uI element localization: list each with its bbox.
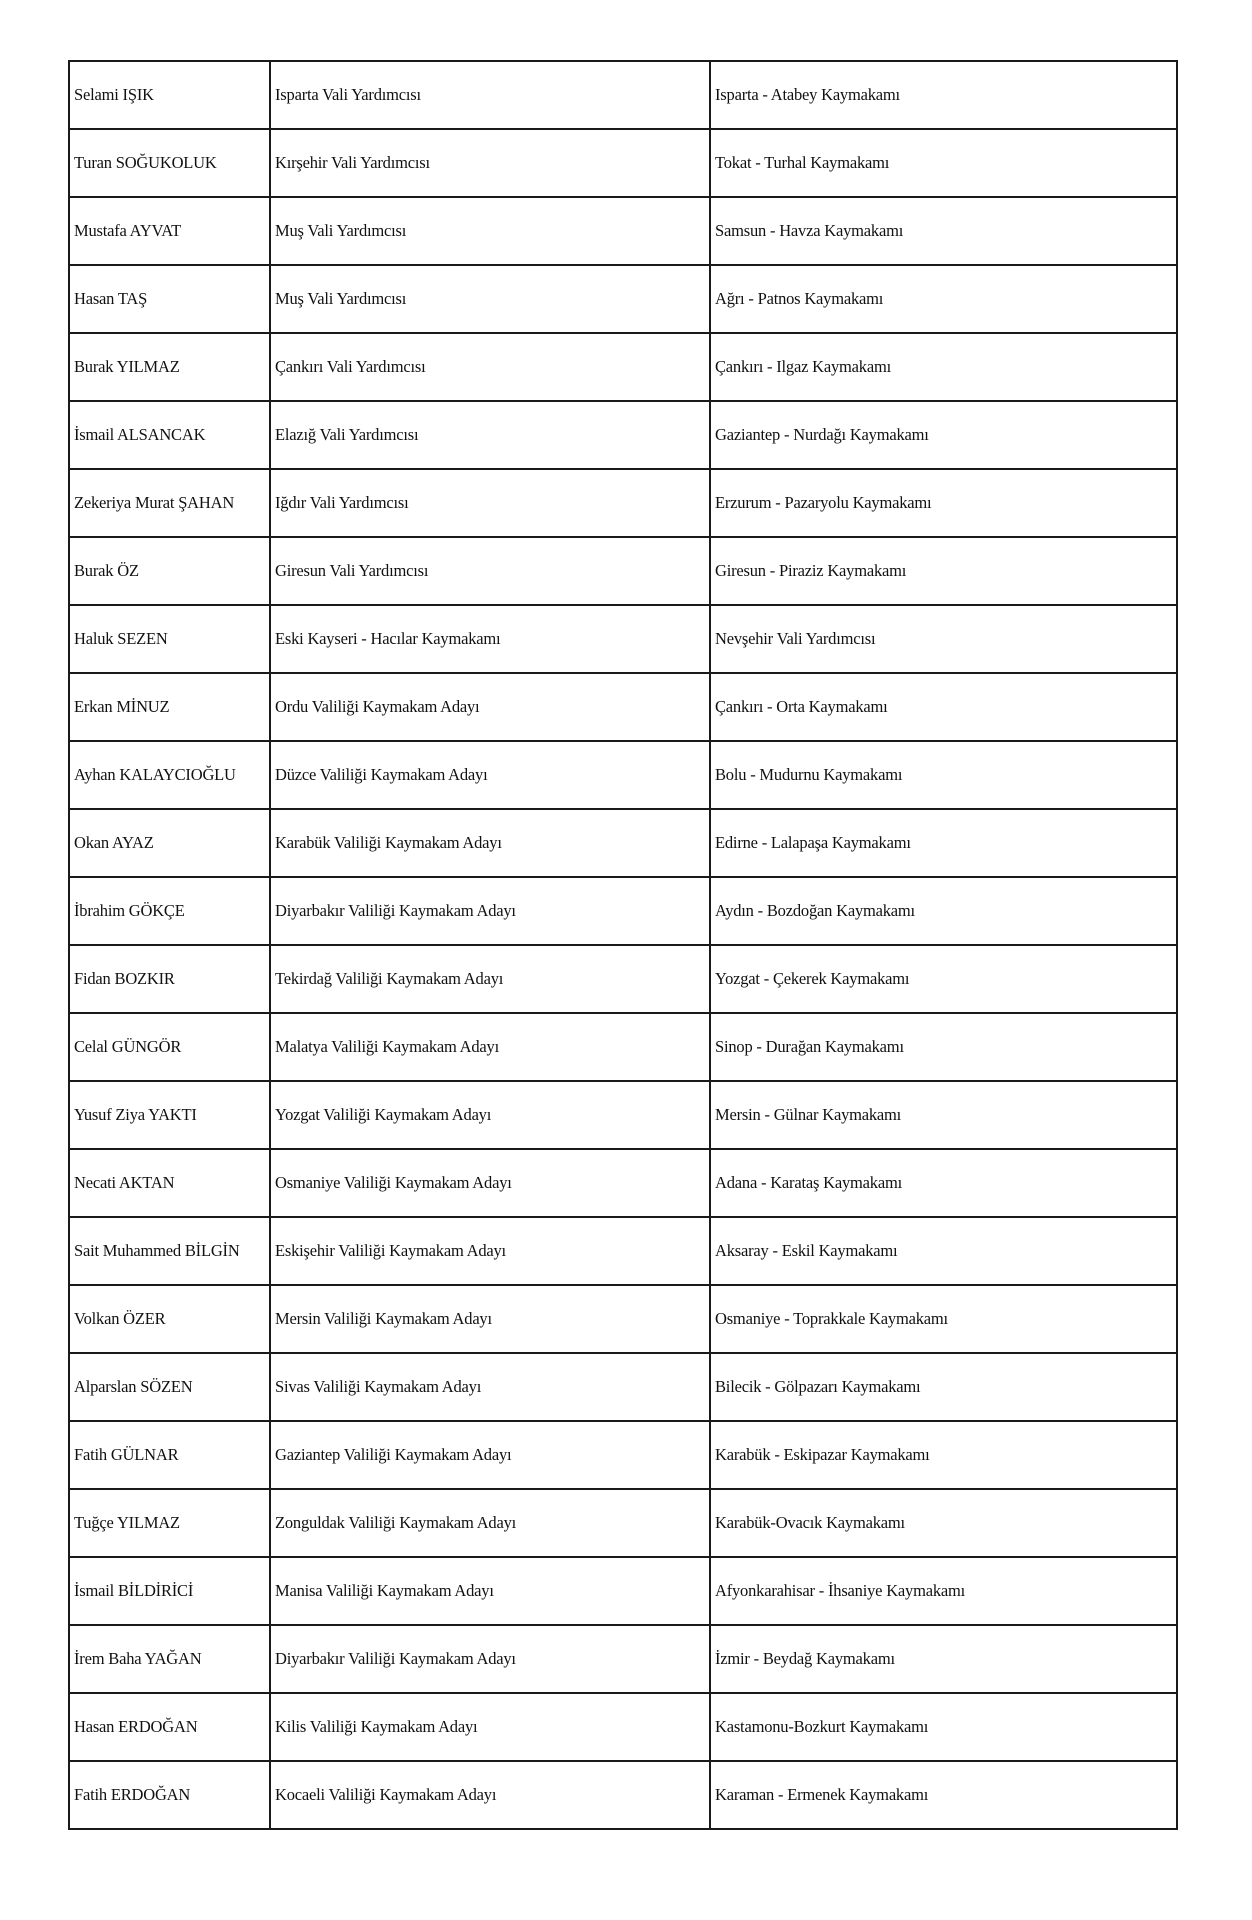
table-row	[69, 1149, 1177, 1217]
table-row	[69, 1761, 1177, 1829]
new-position-cell: Afyonkarahisar - İhsaniye Kaymakamı	[710, 1557, 1177, 1625]
previous-position-cell: Kocaeli Valiliği Kaymakam Adayı	[270, 1761, 710, 1829]
person-name-cell: Celal GÜNGÖR	[69, 1013, 270, 1081]
previous-position-cell: Kırşehir Vali Yardımcısı	[270, 129, 710, 197]
new-position-cell: Adana - Karataş Kaymakamı	[710, 1149, 1177, 1217]
previous-position-cell: Karabük Valiliği Kaymakam Adayı	[270, 809, 710, 877]
previous-position-cell: Iğdır Vali Yardımcısı	[270, 469, 710, 537]
table-row	[69, 1421, 1177, 1489]
new-position-cell: Aksaray - Eskil Kaymakamı	[710, 1217, 1177, 1285]
person-name-cell: İrem Baha YAĞAN	[69, 1625, 270, 1693]
table-row	[69, 1693, 1177, 1761]
previous-position-cell: Ordu Valiliği Kaymakam Adayı	[270, 673, 710, 741]
person-name-cell: Burak ÖZ	[69, 537, 270, 605]
new-position-cell: Osmaniye - Toprakkale Kaymakamı	[710, 1285, 1177, 1353]
previous-position-cell: Muş Vali Yardımcısı	[270, 265, 710, 333]
new-position-cell: Çankırı - Orta Kaymakamı	[710, 673, 1177, 741]
table-row	[69, 197, 1177, 265]
new-position-cell: İzmir - Beydağ Kaymakamı	[710, 1625, 1177, 1693]
new-position-cell: Ağrı - Patnos Kaymakamı	[710, 265, 1177, 333]
previous-position-cell: Osmaniye Valiliği Kaymakam Adayı	[270, 1149, 710, 1217]
person-name-cell: Tuğçe YILMAZ	[69, 1489, 270, 1557]
table-row	[69, 1489, 1177, 1557]
new-position-cell: Nevşehir Vali Yardımcısı	[710, 605, 1177, 673]
previous-position-cell: Muş Vali Yardımcısı	[270, 197, 710, 265]
person-name-cell: Fatih GÜLNAR	[69, 1421, 270, 1489]
table-row	[69, 1353, 1177, 1421]
table-row	[69, 877, 1177, 945]
person-name-cell: İbrahim GÖKÇE	[69, 877, 270, 945]
person-name-cell: Ayhan KALAYCIOĞLU	[69, 741, 270, 809]
table-row	[69, 1081, 1177, 1149]
new-position-cell: Karabük - Eskipazar Kaymakamı	[710, 1421, 1177, 1489]
table-row	[69, 1285, 1177, 1353]
new-position-cell: Mersin - Gülnar Kaymakamı	[710, 1081, 1177, 1149]
new-position-cell: Karaman - Ermenek Kaymakamı	[710, 1761, 1177, 1829]
previous-position-cell: Malatya Valiliği Kaymakam Adayı	[270, 1013, 710, 1081]
new-position-cell: Bolu - Mudurnu Kaymakamı	[710, 741, 1177, 809]
table-row	[69, 741, 1177, 809]
table-row	[69, 537, 1177, 605]
new-position-cell: Yozgat - Çekerek Kaymakamı	[710, 945, 1177, 1013]
table-row	[69, 945, 1177, 1013]
previous-position-cell: Çankırı Vali Yardımcısı	[270, 333, 710, 401]
previous-position-cell: Diyarbakır Valiliği Kaymakam Adayı	[270, 877, 710, 945]
table-row	[69, 1217, 1177, 1285]
person-name-cell: Turan SOĞUKOLUK	[69, 129, 270, 197]
previous-position-cell: Manisa Valiliği Kaymakam Adayı	[270, 1557, 710, 1625]
new-position-cell: Giresun - Piraziz Kaymakamı	[710, 537, 1177, 605]
previous-position-cell: Mersin Valiliği Kaymakam Adayı	[270, 1285, 710, 1353]
person-name-cell: Erkan MİNUZ	[69, 673, 270, 741]
person-name-cell: Okan AYAZ	[69, 809, 270, 877]
new-position-cell: Isparta - Atabey Kaymakamı	[710, 61, 1177, 129]
table-row	[69, 1557, 1177, 1625]
table-row	[69, 265, 1177, 333]
person-name-cell: Zekeriya Murat ŞAHAN	[69, 469, 270, 537]
person-name-cell: İsmail BİLDİRİCİ	[69, 1557, 270, 1625]
person-name-cell: Burak YILMAZ	[69, 333, 270, 401]
appointments-table	[68, 60, 1178, 1830]
new-position-cell: Bilecik - Gölpazarı Kaymakamı	[710, 1353, 1177, 1421]
new-position-cell: Kastamonu-Bozkurt Kaymakamı	[710, 1693, 1177, 1761]
new-position-cell: Aydın - Bozdoğan Kaymakamı	[710, 877, 1177, 945]
previous-position-cell: Tekirdağ Valiliği Kaymakam Adayı	[270, 945, 710, 1013]
person-name-cell: İsmail ALSANCAK	[69, 401, 270, 469]
previous-position-cell: Düzce Valiliği Kaymakam Adayı	[270, 741, 710, 809]
person-name-cell: Selami IŞIK	[69, 61, 270, 129]
table-row	[69, 333, 1177, 401]
person-name-cell: Mustafa AYVAT	[69, 197, 270, 265]
new-position-cell: Samsun - Havza Kaymakamı	[710, 197, 1177, 265]
new-position-cell: Gaziantep - Nurdağı Kaymakamı	[710, 401, 1177, 469]
new-position-cell: Tokat - Turhal Kaymakamı	[710, 129, 1177, 197]
previous-position-cell: Eskişehir Valiliği Kaymakam Adayı	[270, 1217, 710, 1285]
person-name-cell: Haluk SEZEN	[69, 605, 270, 673]
table-row	[69, 673, 1177, 741]
new-position-cell: Çankırı - Ilgaz Kaymakamı	[710, 333, 1177, 401]
previous-position-cell: Sivas Valiliği Kaymakam Adayı	[270, 1353, 710, 1421]
previous-position-cell: Diyarbakır Valiliği Kaymakam Adayı	[270, 1625, 710, 1693]
new-position-cell: Sinop - Durağan Kaymakamı	[710, 1013, 1177, 1081]
table-row	[69, 809, 1177, 877]
new-position-cell: Karabük-Ovacık Kaymakamı	[710, 1489, 1177, 1557]
new-position-cell: Edirne - Lalapaşa Kaymakamı	[710, 809, 1177, 877]
table-row	[69, 61, 1177, 129]
person-name-cell: Hasan ERDOĞAN	[69, 1693, 270, 1761]
person-name-cell: Fidan BOZKIR	[69, 945, 270, 1013]
previous-position-cell: Kilis Valiliği Kaymakam Adayı	[270, 1693, 710, 1761]
table-row	[69, 469, 1177, 537]
appointments-table-body	[69, 61, 1177, 1829]
table-row	[69, 129, 1177, 197]
person-name-cell: Alparslan SÖZEN	[69, 1353, 270, 1421]
table-row	[69, 1625, 1177, 1693]
person-name-cell: Sait Muhammed BİLGİN	[69, 1217, 270, 1285]
table-row	[69, 1013, 1177, 1081]
previous-position-cell: Yozgat Valiliği Kaymakam Adayı	[270, 1081, 710, 1149]
person-name-cell: Volkan ÖZER	[69, 1285, 270, 1353]
person-name-cell: Yusuf Ziya YAKTI	[69, 1081, 270, 1149]
table-row	[69, 401, 1177, 469]
previous-position-cell: Isparta Vali Yardımcısı	[270, 61, 710, 129]
previous-position-cell: Zonguldak Valiliği Kaymakam Adayı	[270, 1489, 710, 1557]
person-name-cell: Necati AKTAN	[69, 1149, 270, 1217]
person-name-cell: Hasan TAŞ	[69, 265, 270, 333]
previous-position-cell: Elazığ Vali Yardımcısı	[270, 401, 710, 469]
previous-position-cell: Gaziantep Valiliği Kaymakam Adayı	[270, 1421, 710, 1489]
new-position-cell: Erzurum - Pazaryolu Kaymakamı	[710, 469, 1177, 537]
table-row	[69, 605, 1177, 673]
document-page	[68, 60, 1176, 1830]
previous-position-cell: Eski Kayseri - Hacılar Kaymakamı	[270, 605, 710, 673]
previous-position-cell: Giresun Vali Yardımcısı	[270, 537, 710, 605]
person-name-cell: Fatih ERDOĞAN	[69, 1761, 270, 1829]
